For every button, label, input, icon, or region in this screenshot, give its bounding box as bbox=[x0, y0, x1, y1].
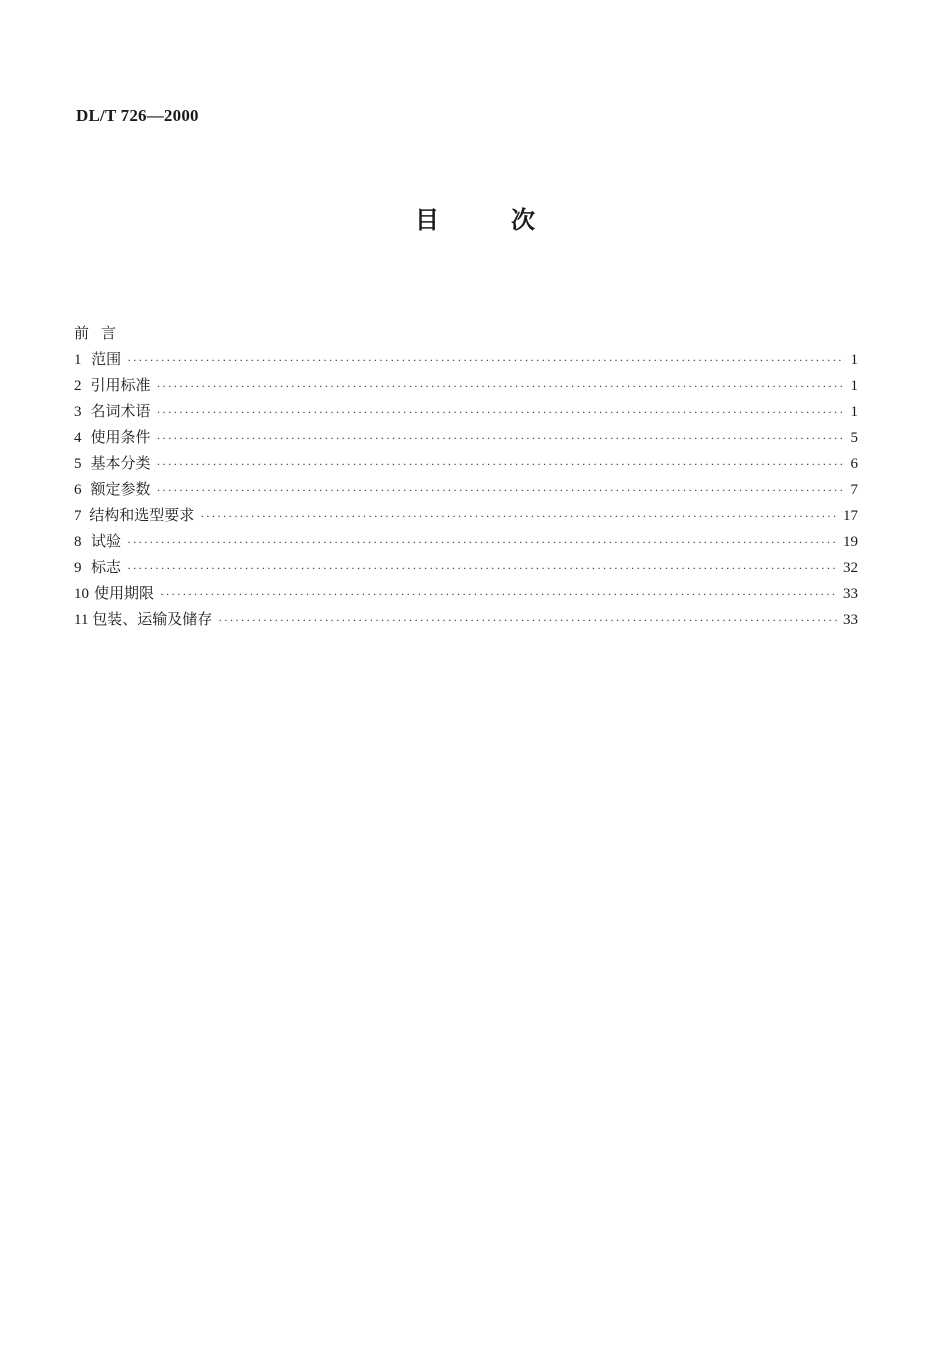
toc-leader-dots bbox=[157, 451, 845, 477]
toc-entry[interactable] bbox=[74, 580, 858, 606]
toc-entry-title: 包装、运输及储存 bbox=[92, 610, 213, 628]
toc-entry[interactable] bbox=[74, 476, 858, 502]
toc-entry-number: 7 bbox=[74, 508, 82, 524]
toc-entry[interactable] bbox=[74, 346, 858, 372]
toc-entry-page: 1 bbox=[850, 352, 858, 368]
toc-entry-number: 4 bbox=[74, 430, 82, 446]
toc-entry-title: 引用标准 bbox=[90, 376, 151, 394]
toc-entry[interactable] bbox=[74, 528, 858, 554]
toc-entry-title: 结构和选型要求 bbox=[89, 506, 195, 524]
toc-entry-title: 额定参数 bbox=[90, 480, 151, 498]
toc-entry-page: 1 bbox=[850, 378, 858, 394]
toc-leader-dots bbox=[157, 425, 845, 451]
toc-entry-title: 标志 bbox=[91, 558, 122, 576]
toc-leader-dots bbox=[127, 529, 837, 555]
toc-entry-page: 7 bbox=[850, 482, 858, 498]
toc-leader-dots bbox=[157, 373, 845, 399]
toc-entry[interactable] bbox=[74, 450, 858, 476]
page-title-char-2: 次 bbox=[511, 206, 535, 234]
toc-entry-number: 10 bbox=[74, 586, 89, 602]
toc-entry-number: 8 bbox=[74, 534, 82, 550]
toc-entry-number: 2 bbox=[74, 378, 82, 394]
toc-preface[interactable]: 前言 bbox=[74, 324, 129, 342]
toc-entry-page: 6 bbox=[850, 456, 858, 472]
toc-entry-title: 使用期限 bbox=[93, 584, 154, 602]
toc-entry[interactable] bbox=[74, 606, 858, 632]
toc-leader-dots bbox=[157, 477, 845, 503]
toc-leader-dots bbox=[200, 503, 837, 529]
toc-entry-number: 11 bbox=[74, 612, 89, 628]
page-title bbox=[0, 200, 950, 235]
toc-entry[interactable] bbox=[74, 372, 858, 398]
toc-entry-title: 基本分类 bbox=[90, 454, 151, 472]
toc-entry-number: 3 bbox=[74, 404, 82, 420]
toc-entry-title: 范围 bbox=[91, 350, 122, 368]
toc-leader-dots bbox=[160, 581, 837, 607]
toc-entry-title: 名词术语 bbox=[90, 402, 151, 420]
toc-leader-dots bbox=[157, 399, 845, 425]
standard-code: DL/T 726—2000 bbox=[76, 106, 199, 125]
toc-entry-page: 33 bbox=[843, 612, 858, 628]
toc-entry[interactable] bbox=[74, 554, 858, 580]
toc-entry-number: 5 bbox=[74, 456, 82, 472]
page-title-char-1: 目 bbox=[415, 206, 439, 234]
toc-entry[interactable] bbox=[74, 424, 858, 450]
toc-entry-page: 5 bbox=[850, 430, 858, 446]
toc-leader-dots bbox=[127, 555, 837, 581]
toc-entry-page: 17 bbox=[843, 508, 858, 524]
toc-entry[interactable] bbox=[74, 502, 858, 528]
toc-entry-page: 33 bbox=[843, 586, 858, 602]
toc-leader-dots bbox=[218, 607, 837, 633]
toc-entry-title: 使用条件 bbox=[90, 428, 151, 446]
toc-entry-title: 试验 bbox=[91, 532, 122, 550]
table-of-contents bbox=[74, 320, 858, 632]
toc-entry-page: 1 bbox=[850, 404, 858, 420]
toc-entry-number: 1 bbox=[74, 352, 82, 368]
toc-entry-page: 32 bbox=[843, 560, 858, 576]
toc-entry[interactable] bbox=[74, 398, 858, 424]
toc-entry-number: 9 bbox=[74, 560, 82, 576]
toc-entry-page: 19 bbox=[843, 534, 858, 550]
toc-leader-dots bbox=[127, 347, 844, 373]
toc-entry-number: 6 bbox=[74, 482, 82, 498]
